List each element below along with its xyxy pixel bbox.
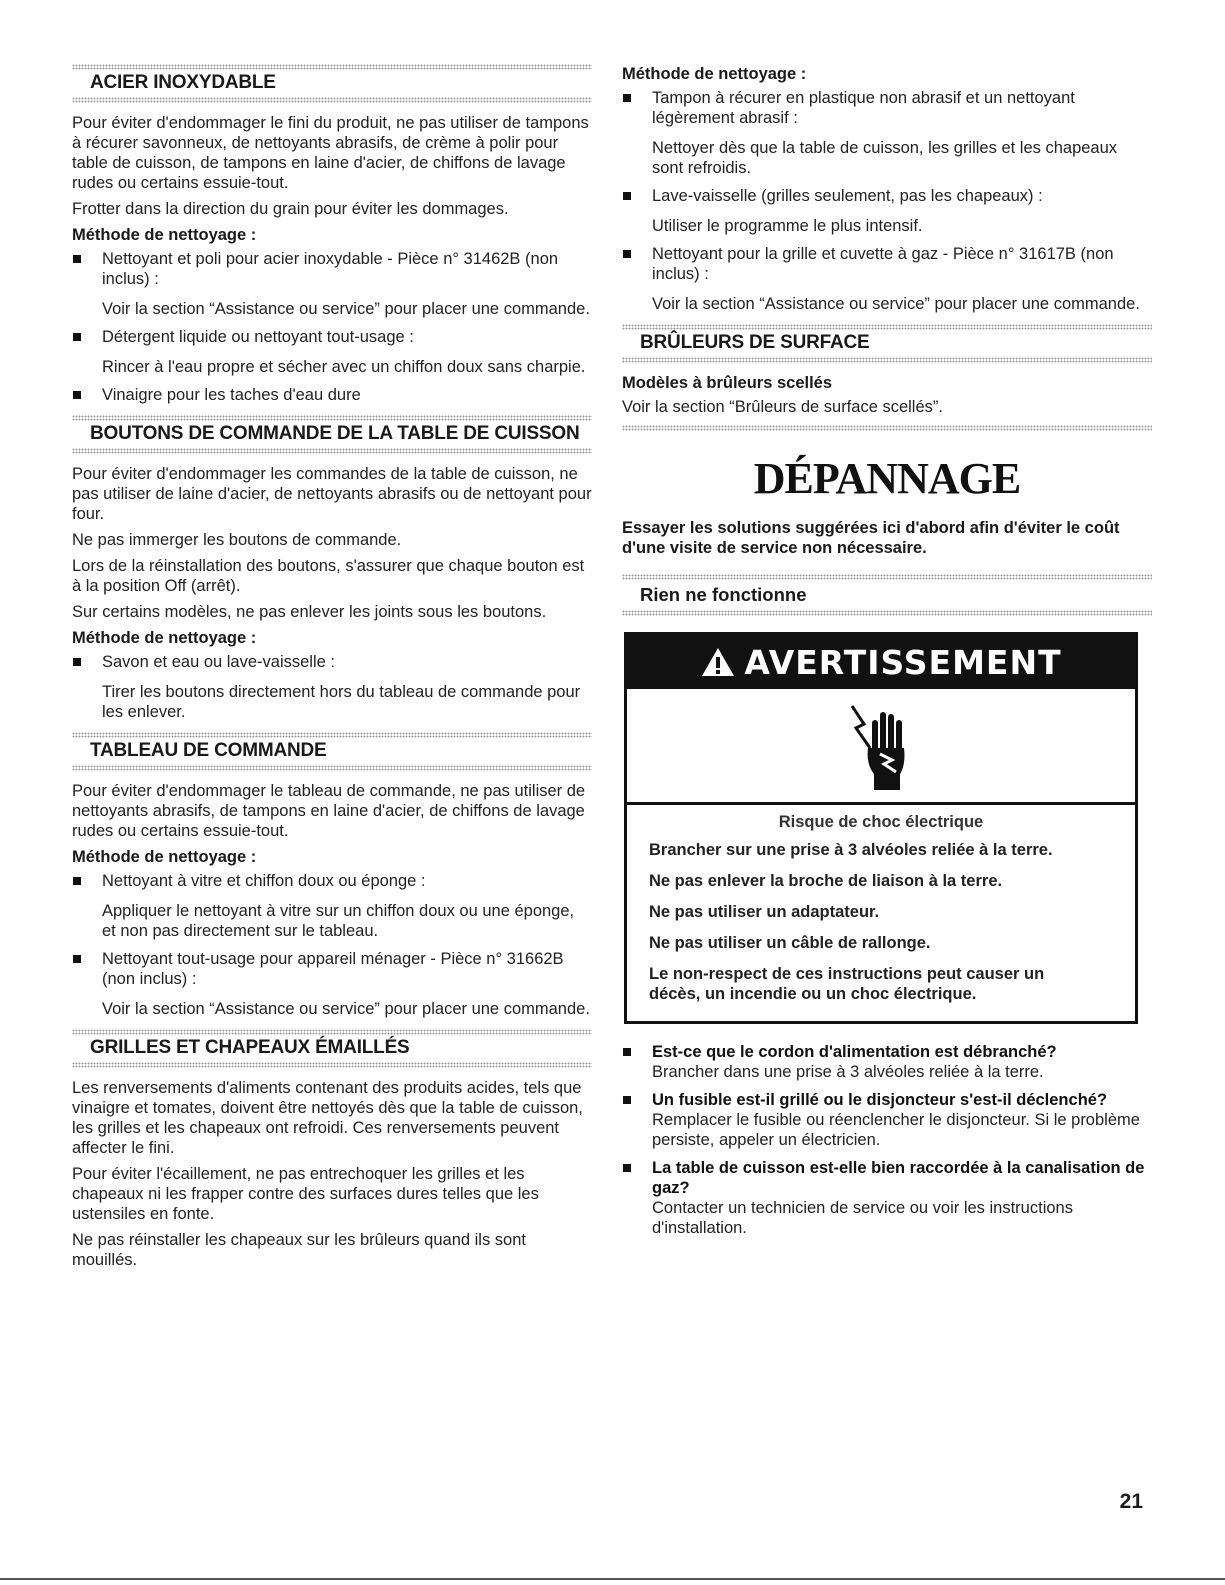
section-title: TABLEAU DE COMMANDE [90,740,327,761]
method-heading: Méthode de nettoyage : [72,848,257,866]
warning-icon-row [627,689,1135,805]
troubleshooting-list [622,1042,1152,1238]
method-heading: Méthode de nettoyage : [72,226,257,244]
list-item: Nettoyant à vitre et chiffon doux ou éponge : Appliquer le nettoyant à vitre sur un chiffon doux ou une éponge, et non pas directement sur le tableau. [72,871,592,941]
section-rule-top [622,574,1152,580]
lead-paragraph: Essayer les solutions suggérées ici d'abord afin d'éviter le coût d'une visite de service non nécessaire. [622,519,1120,557]
section-grilles-methode [622,64,1152,314]
section-rule-end [622,425,1152,431]
section-rule-top [72,64,592,70]
paragraph: Sur certains modèles, ne pas enlever les joints sous les boutons. [72,603,547,621]
electric-shock-hand-icon [846,698,916,794]
paragraph: Frotter dans la direction du grain pour éviter les dommages. [72,200,509,218]
warning-header [627,635,1135,689]
paragraph: Pour éviter d'endommager le tableau de commande, ne pas utiliser de nettoyants abrasifs, de tampons en laine d'acier, de chiffons de lavage rudes ou certains essuie-tout. [72,782,586,840]
bullet-list [72,871,592,1019]
section-grilles [72,1029,592,1270]
section-rule-top [72,732,592,738]
list-item: Vinaigre pour les taches d'eau dure [72,385,592,405]
page-title: DÉPANNAGE [753,454,1021,503]
left-column [72,64,592,1280]
section-rule-top [72,1029,592,1035]
paragraph: Lors de la réinstallation des boutons, s'assurer que chaque bouton est à la position Off (arrêt). [72,557,585,595]
section-title: BRÛLEURS DE SURFACE [640,332,870,353]
section-rule-top [622,324,1152,330]
bullet-list [72,652,592,722]
list-item: Un fusible est-il grillé ou le disjoncteur s'est-il déclenché? Remplacer le fusible ou réenclencher le disjoncteur. Si le problème persiste, appeler un électricien. [622,1090,1152,1150]
section-rule-bottom [72,448,592,454]
paragraph: Ne pas réinstaller les chapeaux sur les brûleurs quand ils sont mouillés. [72,1231,526,1269]
warning-line: Ne pas enlever la broche de liaison à la terre. [649,872,1003,890]
method-heading: Méthode de nettoyage : [622,65,807,83]
subsection-title: Rien ne fonctionne [640,584,807,605]
list-item: Tampon à récurer en plastique non abrasif et un nettoyant légèrement abrasif : Nettoyer dès que la table de cuisson, les grilles et les chapeaux sont refroidis. [622,88,1152,178]
section-rule-top [72,415,592,421]
section-rule-bottom [72,97,592,103]
section-rule-bottom [622,610,1152,616]
list-item: Nettoyant et poli pour acier inoxydable - Pièce n° 31462B (non inclus) : Voir la section “Assistance ou service” pour placer une commande. [72,249,592,319]
warning-risk: Risque de choc électrique [778,813,984,831]
page-number: 21 [1119,1490,1143,1513]
section-boutons [72,415,592,722]
list-item: La table de cuisson est-elle bien raccordée à la canalisation de gaz? Contacter un technicien de service ou voir les instructions d'installation. [622,1158,1152,1238]
section-rule-bottom [72,765,592,771]
list-item: Détergent liquide ou nettoyant tout-usage : Rincer à l'eau propre et sécher avec un chiffon doux sans charpie. [72,327,592,377]
bottom-rule [0,1578,1225,1580]
warning-body [627,805,1135,1021]
list-item: Savon et eau ou lave-vaisselle : Tirer les boutons directement hors du tableau de commande pour les enlever. [72,652,592,722]
list-item: Nettoyant tout-usage pour appareil ménager - Pièce n° 31662B (non inclus) : Voir la section “Assistance ou service” pour placer une commande. [72,949,592,1019]
section-tableau [72,732,592,1019]
warning-triangle-icon [700,646,736,678]
method-heading: Méthode de nettoyage : [72,629,257,647]
warning-line: Ne pas utiliser un câble de rallonge. [649,934,931,952]
warning-label: AVERTISSEMENT [744,642,1062,682]
list-item: Nettoyant pour la grille et cuvette à gaz - Pièce n° 31617B (non inclus) : Voir la section “Assistance ou service” pour placer une commande. [622,244,1152,314]
section-title: ACIER INOXYDABLE [90,72,276,93]
warning-line: Le non-respect de ces instructions peut causer un décès, un incendie ou un choc électrique. [649,965,1045,1003]
section-bruleurs [622,324,1152,431]
subheading: Modèles à brûleurs scellés [622,374,833,392]
paragraph: Pour éviter d'endommager les commandes de la table de cuisson, ne pas utiliser de laine d'acier, de nettoyants abrasifs ou de nettoyant pour four. [72,465,592,523]
section-title: GRILLES ET CHAPEAUX ÉMAILLÉS [90,1037,410,1058]
section-depannage [622,453,1152,1238]
paragraph: Voir la section “Brûleurs de surface scellés”. [622,398,943,416]
list-item: Est-ce que le cordon d'alimentation est débranché? Brancher dans une prise à 3 alvéoles reliée à la terre. [622,1042,1152,1082]
list-item: Lave-vaisselle (grilles seulement, pas les chapeaux) : Utiliser le programme le plus intensif. [622,186,1152,236]
section-rule-bottom [622,357,1152,363]
right-column [622,64,1152,1248]
section-acier-inoxydable [72,64,592,405]
paragraph: Pour éviter d'endommager le fini du produit, ne pas utiliser de tampons à récurer savonneux, de nettoyants abrasifs, de crème à polir pour table de cuisson, de tampons en laine d'acier, de chiffons de lavage rudes ou certains essuie-tout. [72,114,589,192]
paragraph: Les renversements d'aliments contenant des produits acides, tels que vinaigre et tomates, doivent être nettoyés dès que la table de cuisson, les grilles et les chapeaux ont refroidi. Ces renversements peuvent affecter le fini. [72,1079,583,1157]
section-rule-bottom [72,1062,592,1068]
paragraph: Pour éviter l'écaillement, ne pas entrechoquer les grilles et les chapeaux ni les frapper contre des surfaces dures telles que les ustensiles en fonte. [72,1165,539,1223]
paragraph: Ne pas immerger les boutons de commande. [72,531,402,549]
warning-line: Ne pas utiliser un adaptateur. [649,903,880,921]
warning-line: Brancher sur une prise à 3 alvéoles reliée à la terre. [649,841,1053,859]
section-title: BOUTONS DE COMMANDE DE LA TABLE DE CUISSON [90,423,580,444]
warning-box [624,632,1138,1024]
bullet-list [72,249,592,405]
bullet-list [622,88,1152,314]
